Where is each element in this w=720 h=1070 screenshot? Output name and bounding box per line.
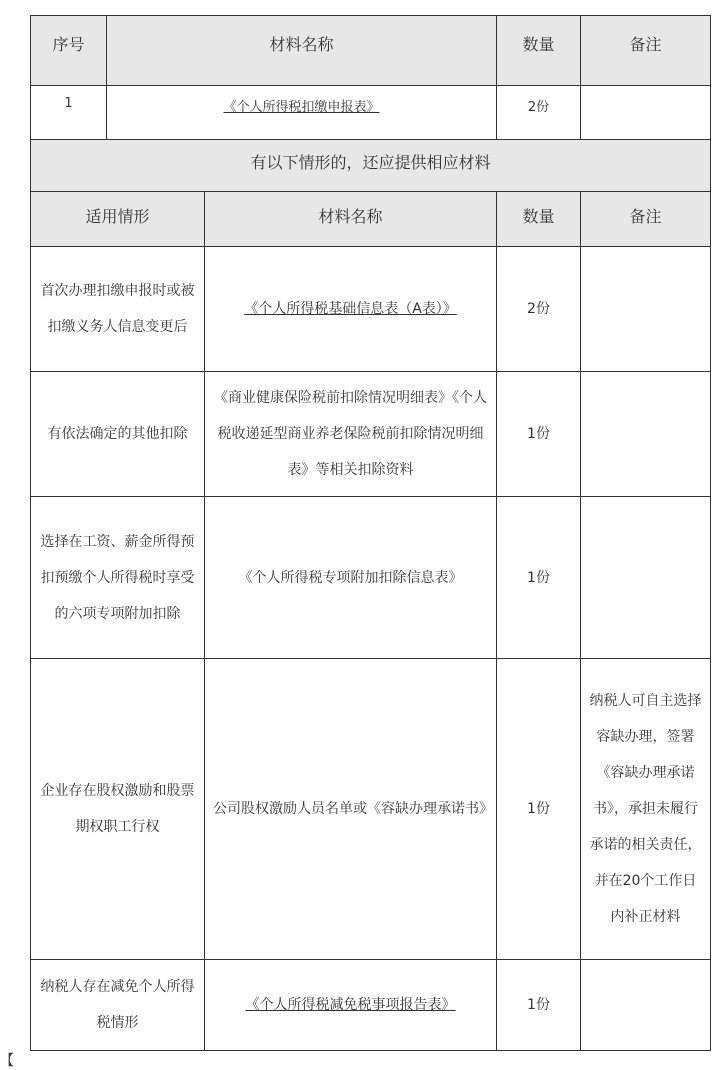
table-header-row xyxy=(31,16,711,86)
next-section-fragment: 【 xyxy=(0,1053,14,1069)
case-cell: 企业存在股权激励和股票期权职工行权 xyxy=(31,659,205,960)
case-cell: 首次办理扣缴申报时或被扣缴义务人信息变更后 xyxy=(31,247,205,372)
quantity-cell: 1份 xyxy=(497,659,581,960)
note-cell: 纳税人可自主选择容缺办理，签署《容缺办理承诺书》，承担未履行承诺的相关责任，并在20个工作日内补正材料 xyxy=(581,659,711,960)
table-row xyxy=(31,247,711,372)
header-material-name: 材料名称 xyxy=(107,16,497,86)
header-no: 序号 xyxy=(31,16,107,86)
table-row xyxy=(31,372,711,497)
table-row xyxy=(31,659,711,960)
note-cell xyxy=(581,960,711,1051)
material-link[interactable]: 《个人所得税扣缴申报表》 xyxy=(107,86,497,140)
header-quantity: 数量 xyxy=(497,192,581,247)
row-no: 1 xyxy=(31,86,107,140)
header-note: 备注 xyxy=(581,16,711,86)
material-link[interactable]: 《个人所得税减免税事项报告表》 xyxy=(205,960,497,1051)
material-name-cell: 《个人所得税专项附加扣除信息表》 xyxy=(205,497,497,659)
quantity-cell: 1份 xyxy=(497,497,581,659)
note-cell xyxy=(581,247,711,372)
material-name-cell: 《商业健康保险税前扣除情况明细表》《个人税收递延型商业养老保险税前扣除情况明细表》等相关扣除资料 xyxy=(205,372,497,497)
table-row xyxy=(31,86,711,140)
header-applicable-case: 适用情形 xyxy=(31,192,205,247)
case-cell: 选择在工资、薪金所得预扣预缴个人所得税时享受的六项专项附加扣除 xyxy=(31,497,205,659)
material-name-cell: 公司股权激励人员名单或《容缺办理承诺书》 xyxy=(205,659,497,960)
header-quantity: 数量 xyxy=(497,16,581,86)
quantity-cell: 2份 xyxy=(497,247,581,372)
note-cell xyxy=(581,372,711,497)
quantity-cell: 1份 xyxy=(497,372,581,497)
header-material-name: 材料名称 xyxy=(205,192,497,247)
case-cell: 纳税人存在减免个人所得税情形 xyxy=(31,960,205,1051)
table-subheader-row xyxy=(31,192,711,247)
section-title: 有以下情形的，还应提供相应材料 xyxy=(31,140,711,192)
table-row xyxy=(31,960,711,1051)
header-note: 备注 xyxy=(581,192,711,247)
materials-table xyxy=(30,15,711,1051)
quantity-cell: 2份 xyxy=(497,86,581,140)
note-cell xyxy=(581,497,711,659)
quantity-cell: 1份 xyxy=(497,960,581,1051)
table-row xyxy=(31,497,711,659)
note-cell xyxy=(581,86,711,140)
section-row xyxy=(31,140,711,192)
case-cell: 有依法确定的其他扣除 xyxy=(31,372,205,497)
material-link[interactable]: 《个人所得税基础信息表（A表）》 xyxy=(205,247,497,372)
